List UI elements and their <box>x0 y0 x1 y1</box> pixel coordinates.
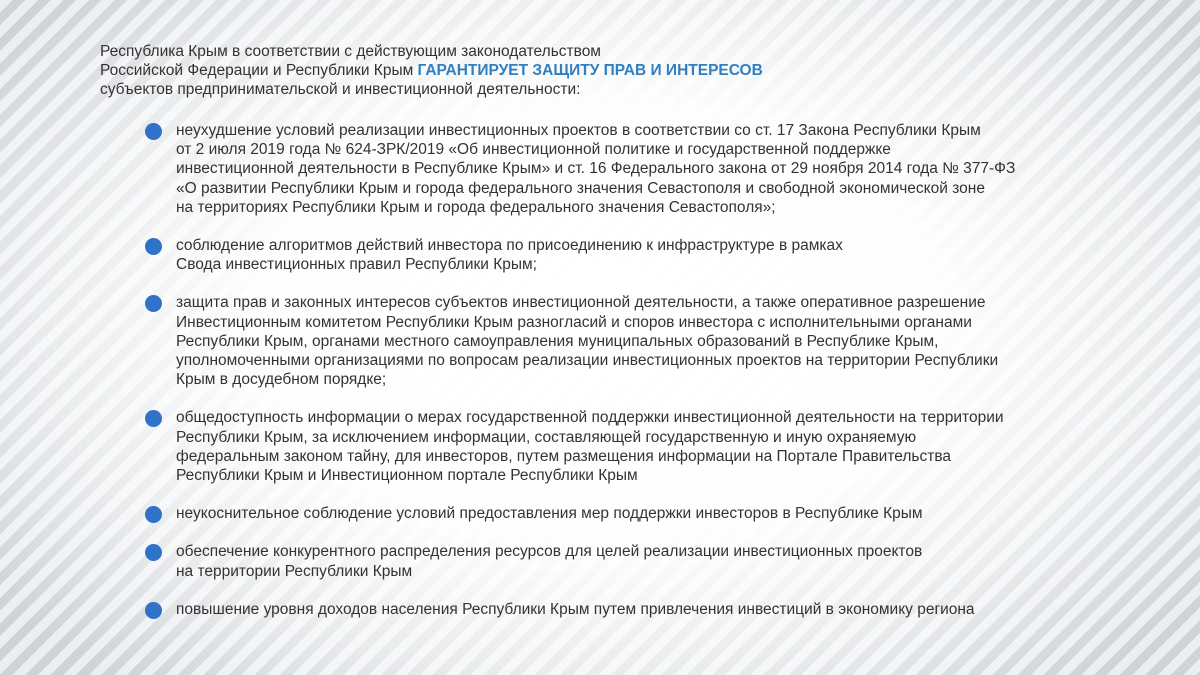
guarantee-text-line: общедоступность информации о мерах государственной поддержки инвестиционной деятельности на территории <box>176 409 1004 427</box>
guarantee-text-line: от 2 июля 2019 года № 624-ЗРК/2019 «Об инвестиционной политике и государственной поддержке <box>176 141 891 159</box>
guarantee-list-item <box>145 293 1130 389</box>
intro-paragraph <box>100 42 1100 99</box>
guarantee-text-line: инвестиционной деятельности в Республике Крым» и ст. 16 Федерального закона от 29 ноября 2014 года № 377-ФЗ <box>176 160 1016 178</box>
guarantee-list-item <box>145 236 1130 274</box>
guarantee-text-line: обеспечение конкурентного распределения ресурсов для целей реализации инвестиционных проектов <box>176 543 923 561</box>
guarantee-text-line: Крым в досудебном порядке; <box>176 371 387 389</box>
intro-line-2 <box>100 61 1100 80</box>
guarantee-list <box>145 121 1130 619</box>
guarantee-text-line: на территории Республики Крым <box>176 562 413 580</box>
guarantee-list-item <box>145 121 1130 217</box>
guarantee-list-item <box>145 504 1130 523</box>
intro-line-1: Республика Крым в соответствии с действующим законодательством <box>100 43 601 60</box>
bullet-dot-icon <box>145 295 162 312</box>
bullet-dot-icon <box>145 544 162 561</box>
bullet-dot-icon <box>145 410 162 427</box>
guarantee-text-line: федеральным законом тайну, для инвесторов, путем размещения информации на Портале Правительства <box>176 447 952 465</box>
intro-line-3: субъектов предпринимательской и инвестиционной деятельности: <box>100 81 581 98</box>
guarantee-text-line: защита прав и законных интересов субъектов инвестиционной деятельности, а также оперативное разрешение <box>176 294 986 312</box>
guarantee-text-line: Республики Крым и Инвестиционном портале Республики Крым <box>176 467 638 485</box>
guarantee-text-line: Республики Крым, органами местного самоуправления муниципальных образований в Республике Крым, <box>176 332 939 350</box>
guarantee-text-line: неукоснительное соблюдение условий предоставления мер поддержки инвесторов в Республике Крым <box>176 505 923 523</box>
guarantee-list-item <box>145 542 1130 580</box>
guarantee-text-line: на территориях Республики Крым и города федерального значения Севастополя»; <box>176 198 776 216</box>
guarantee-text-line: Республики Крым, за исключением информации, составляющей государственную и иную охраняемую <box>176 428 917 446</box>
guarantee-text-line: «О развитии Республики Крым и города федерального значения Севастополя и свободной экономической зоне <box>176 179 985 197</box>
intro-line-2-text: Российской Федерации и Республики Крым <box>100 62 418 79</box>
intro-guarantee-highlight: ГАРАНТИРУЕТ ЗАЩИТУ ПРАВ И ИНТЕРЕСОВ <box>417 62 763 79</box>
guarantee-text-line: повышение уровня доходов населения Республики Крым путем привлечения инвестиций в экономику региона <box>176 600 975 618</box>
bullet-dot-icon <box>145 506 162 523</box>
guarantee-text-line: Свода инвестиционных правил Республики Крым; <box>176 256 537 274</box>
guarantee-text-line: Инвестиционным комитетом Республики Крым разногласий и споров инвестора с исполнительными органами <box>176 313 972 331</box>
bullet-dot-icon <box>145 238 162 255</box>
guarantee-text-line: уполномоченными организациями по вопросам реализации инвестиционных проектов на территории Республики <box>176 352 999 370</box>
bullet-dot-icon <box>145 123 162 140</box>
bullet-dot-icon <box>145 602 162 619</box>
guarantee-text-line: соблюдение алгоритмов действий инвестора по присоединению к инфраструктуре в рамках <box>176 237 843 255</box>
guarantee-list-item <box>145 600 1130 619</box>
guarantee-text-line: неухудшение условий реализации инвестиционных проектов в соответствии со ст. 17 Закона Республики Крым <box>176 122 981 139</box>
guarantee-list-item <box>145 408 1130 485</box>
